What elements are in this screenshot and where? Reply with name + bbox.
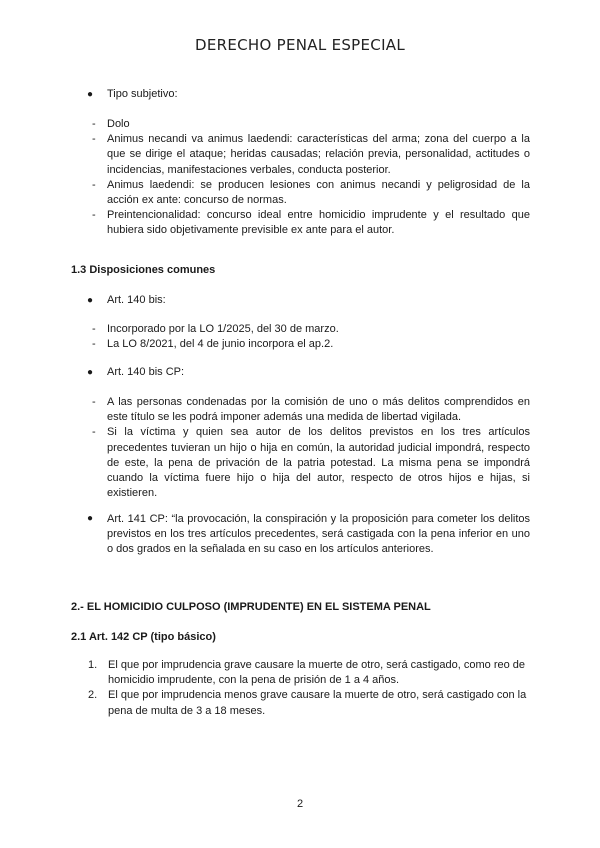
numbered-list-art-142 xyxy=(88,658,530,719)
list-item xyxy=(92,322,530,337)
subheading-art-142: 2.1 Art. 142 CP (tipo básico) xyxy=(71,631,216,643)
list-item-text: La LO 8/2021, del 4 de junio incorpora el ap.2. xyxy=(107,338,334,351)
list-item xyxy=(88,688,530,718)
dash-icon: - xyxy=(92,133,96,146)
list-item xyxy=(88,658,530,688)
list-item-text: Preintencionalidad: concurso ideal entre homicidio imprudente y el resultado que hubiera sido objetivamente previsible ex ante para el autor. xyxy=(107,209,530,237)
dash-icon: - xyxy=(92,323,96,335)
dash-list-tipo-subjetivo xyxy=(92,117,530,239)
art-141-paragraph xyxy=(107,512,530,558)
dash-icon: - xyxy=(92,178,96,191)
list-item xyxy=(92,132,530,178)
dash-icon: - xyxy=(92,426,96,439)
bullet-tipo-subjetivo xyxy=(87,88,178,100)
bullet-icon: ● xyxy=(87,89,94,100)
bullet-text: Tipo subjetivo: xyxy=(107,88,178,100)
dash-list-art-140-bis xyxy=(92,322,530,352)
list-number: 1. xyxy=(88,659,98,671)
list-item-text: El que por imprudencia menos grave causare la muerte de otro, será castigado con la pena de multa de 3 a 18 meses. xyxy=(108,689,527,717)
bullet-icon: ● xyxy=(87,513,94,524)
art-141-label: Art. 141 CP: xyxy=(107,513,168,525)
list-item xyxy=(92,337,530,352)
bullet-text: Art. 140 bis CP: xyxy=(107,366,185,378)
page-number: 2 xyxy=(296,798,304,810)
dash-list-art-140-bis-cp xyxy=(92,395,530,501)
dash-icon: - xyxy=(92,338,96,351)
bullet-icon: ● xyxy=(87,367,94,378)
list-item xyxy=(92,395,530,425)
dash-icon: - xyxy=(92,396,96,408)
bullet-art-140-bis-cp xyxy=(87,366,184,378)
list-item-text: Animus laedendi: se producen lesiones con animus necandi y peligrosidad de la acción ex ante: concurso de normas. xyxy=(107,178,530,207)
list-item xyxy=(92,425,530,501)
list-item-text: Si la víctima y quien sea autor de los delitos previstos en los tres artículos precedentes tuvieran un hijo o hija en común, la autoridad judicial impondrá, respecto de este, la pena de privación de la patria potestad. La misma pena se impondrá cuando la víctima fuere hijo o hija del autor, respecto de otros hijos e hijas, si existieren. xyxy=(107,426,530,500)
bullet-icon: ● xyxy=(87,295,94,306)
dash-icon: - xyxy=(92,118,96,130)
section-heading-disposiciones: 1.3 Disposiciones comunes xyxy=(71,264,216,276)
list-item xyxy=(92,208,530,238)
page-header-title: DERECHO PENAL ESPECIAL xyxy=(194,36,406,54)
list-item-text: Dolo xyxy=(107,118,130,130)
art-141-text: “la provocación, la conspiración y la proposición para cometer los delitos previstos en los tres artículos precedentes, será castigada con la pena inferior en uno o dos grados en la señalada en su caso en los artículos anteriores. xyxy=(107,513,531,556)
section-heading-homicidio-culposo: 2.- EL HOMICIDIO CULPOSO (IMPRUDENTE) EN EL SISTEMA PENAL xyxy=(71,601,431,613)
dash-icon: - xyxy=(92,209,96,222)
list-item-text: El que por imprudencia grave causare la muerte de otro, será castigado, como reo de homicidio imprudente, con la pena de prisión de 1 a 4 años. xyxy=(108,659,526,687)
list-number: 2. xyxy=(88,689,98,702)
list-item-text: Incorporado por la LO 1/2025, del 30 de marzo. xyxy=(107,323,339,335)
bullet-text: Art. 140 bis: xyxy=(107,294,166,306)
list-item-text: A las personas condenadas por la comisión de uno o más delitos comprendidos en este título se les podrá imponer además una medida de libertad vigilada. xyxy=(107,396,530,424)
list-item xyxy=(92,178,530,208)
list-item xyxy=(92,117,530,132)
bullet-art-140-bis xyxy=(87,294,166,306)
list-item-text: Animus necandi va animus laedendi: características del arma; zona del cuerpo a la que se dirige el ataque; heridas causadas; relación previa, personalidad, actitudes o incidencias, manifestaciones verbales, conducta posterior. xyxy=(107,133,530,176)
